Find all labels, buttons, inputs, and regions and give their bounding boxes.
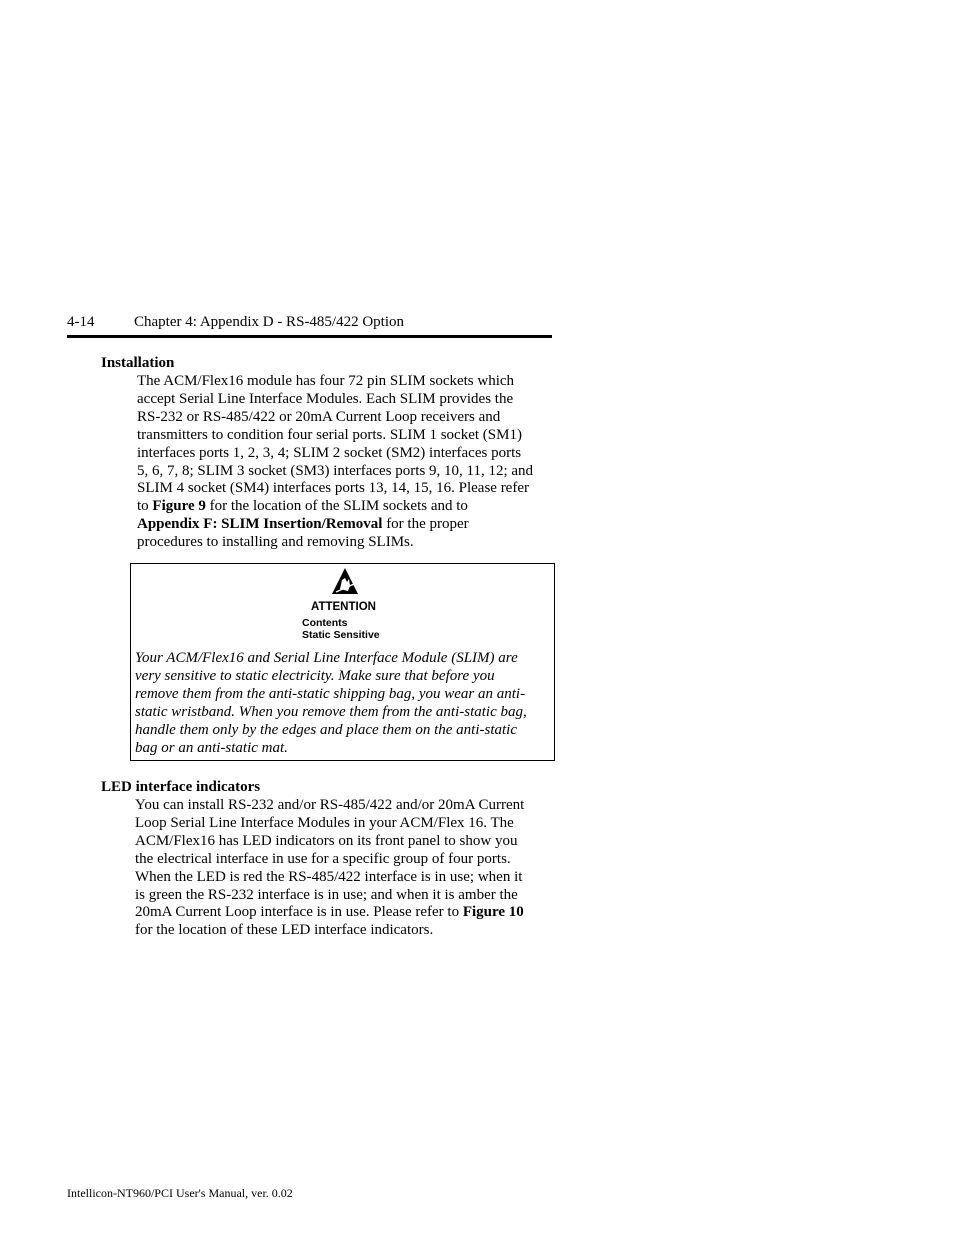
text-line: The ACM/Flex16 module has four 72 pin SLIM sockets which <box>137 373 515 389</box>
figure-9-reference: Figure 9 <box>152 498 206 515</box>
led-heading: LED interface indicators <box>101 779 261 795</box>
page-header <box>67 313 552 338</box>
text-line: ACM/Flex16 has LED indicators on its front panel to show you <box>135 832 518 849</box>
attention-box <box>130 563 555 761</box>
text-fragment: to <box>137 498 153 515</box>
text-line: is green the RS-232 interface is in use; and when it is amber the <box>135 886 518 903</box>
page-footer: Intellicon-NT960/PCI User's Manual, ver. 0.02 <box>67 1186 293 1200</box>
text-line: interfaces ports 1, 2, 3, 4; SLIM 2 socket (SM2) interfaces ports <box>137 444 522 461</box>
text-line: for the location of these LED interface indicators. <box>135 922 434 939</box>
chapter-title: Chapter 4: Appendix D - RS-485/422 Option <box>134 314 404 330</box>
text-line: bag or an anti-static mat. <box>135 739 288 756</box>
text-line: When the LED is red the RS-485/422 interface is in use; when it <box>135 868 523 885</box>
text-line: accept Serial Line Interface Modules. Each SLIM provides the <box>137 390 514 407</box>
installation-paragraph <box>137 373 557 552</box>
text-line: remove them from the anti-static shipping bag, you wear an anti- <box>135 685 526 702</box>
page-number: 4-14 <box>67 314 95 330</box>
text-line: the electrical interface in use for a specific group of four ports. <box>135 850 511 867</box>
installation-heading: Installation <box>101 355 175 371</box>
text-line: handle them only by the edges and place them on the anti-static <box>135 721 517 738</box>
text-fragment: 20mA Current Loop interface is in use. Please refer to <box>135 904 463 921</box>
text-line <box>137 516 557 534</box>
text-line: You can install RS-232 and/or RS-485/422 and/or 20mA Current <box>135 797 525 813</box>
figure-10-reference: Figure 10 <box>462 904 524 921</box>
static-warning-text <box>135 650 551 757</box>
appendix-f-reference: Appendix F: SLIM Insertion/Removal <box>137 516 383 533</box>
attention-line-static: Static Sensitive <box>302 629 380 641</box>
attention-title: ATTENTION <box>311 601 376 613</box>
text-fragment: for the location of the SLIM sockets and to <box>205 498 468 515</box>
led-paragraph <box>135 797 555 940</box>
text-line: SLIM 4 socket (SM4) interfaces ports 13, 14, 15, 16. Please refer <box>137 480 529 497</box>
attention-line-contents: Contents <box>302 617 348 629</box>
text-line: procedures to installing and removing SLIMs. <box>137 534 414 551</box>
text-line: 5, 6, 7, 8; SLIM 3 socket (SM3) interfaces ports 9, 10, 11, 12; and <box>137 462 534 479</box>
text-line <box>137 498 557 516</box>
text-line <box>135 904 555 922</box>
text-line: RS-232 or RS-485/422 or 20mA Current Loop receivers and <box>137 408 501 425</box>
text-line: Loop Serial Line Interface Modules in your ACM/Flex 16. The <box>135 814 514 831</box>
text-line: transmitters to condition four serial ports. SLIM 1 socket (SM1) <box>137 426 522 443</box>
text-fragment: for the proper <box>382 516 469 533</box>
text-line: very sensitive to static electricity. Make sure that before you <box>135 667 495 684</box>
text-line: static wristband. When you remove them from the anti-static bag, <box>135 703 527 720</box>
text-line: Your ACM/Flex16 and Serial Line Interface Module (SLIM) are <box>135 650 518 666</box>
